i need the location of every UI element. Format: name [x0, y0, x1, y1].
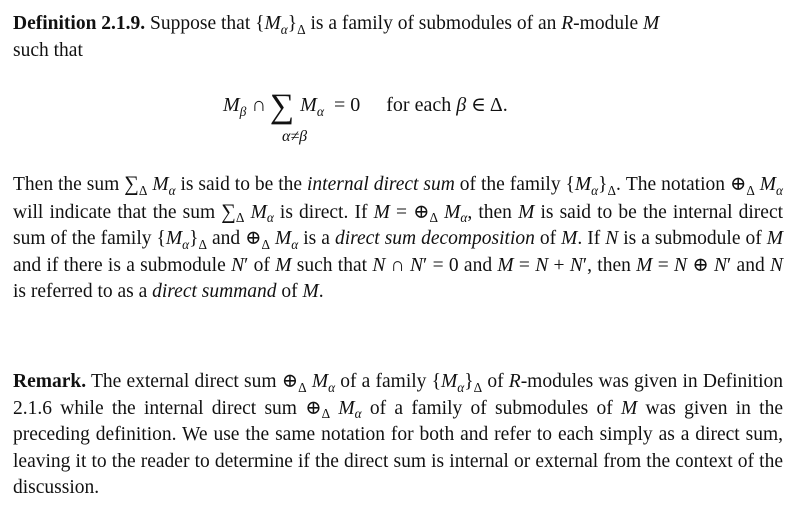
remark-label: Remark.: [13, 371, 87, 392]
equation-condition: for each β ∈ Δ.: [386, 94, 508, 116]
equation-sum-index: α≠β: [282, 128, 308, 145]
display-equation: [0, 84, 800, 148]
equation-main: $M_\beta$ ∩ ∑ $M_\alpha = 0$ for each β ∈ Δ.: [223, 88, 508, 125]
remark-paragraph: Remark. The external direct sum $\oplus_\Delta$ $M_\alpha$ of a family $\{M_\alpha\}_\Delta$ of R-modules was given in Definition 2.1.6 while the internal direct sum $\oplus_\Delta$ $M_\alpha$ of a family of submodules of M was given in the preceding definition. We use the same notation for both and refer to each simply as a direct sum, leaving it to the reader to determine if the direct sum is internal or external from the context of the discussion.: [13, 371, 784, 498]
definition-body: Then the sum $\sum_\Delta$ $M_\alpha$ is said to be the internal direct sum of the family $\{M_\alpha\}_\Delta$. The notation $\oplus_\Delta$ $M_\alpha$ will indicate that the sum $\sum_\Delta$ $M_\alpha$ is direct. If $M = \oplus_\Delta$ $M_\alpha$, then M is said to be the internal direct sum of the family $\{M_\alpha\}_\Delta$ and $\oplus_\Delta$ $M_\alpha$ is a direct sum decomposition of M. If N is a submodule of M and if there is a submodule N′ of M such that N ∩ N′ = 0 and M = N + N′, then M = N ⊕ N′ and N is referred to as a direct summand of M.: [13, 172, 784, 302]
definition-intro: Definition 2.1.9. Suppose that $\{M_\alpha\}_\Delta$ is a family of submodules of an R-module M such that: [13, 13, 660, 61]
definition-label: Definition 2.1.9.: [13, 13, 146, 34]
